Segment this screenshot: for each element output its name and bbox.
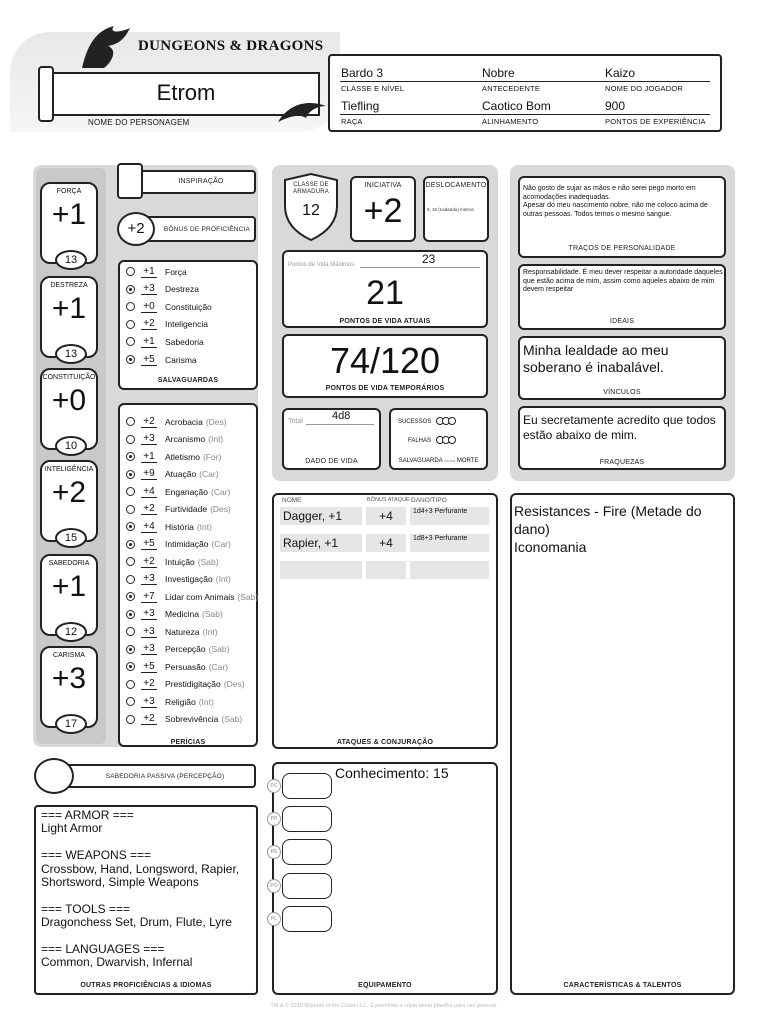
proficiency-line: Shortsword, Simple Weapons [41,875,199,890]
skill-row[interactable] [126,693,214,710]
ability-charisma[interactable]: CARISMA +3 17 [40,646,98,728]
skill-row[interactable] [126,413,227,430]
hp-max-value: 23 [422,252,436,266]
alignment-value[interactable]: Caotico Bom [482,99,551,113]
proficiencies-label: OUTRAS PROFICIÊNCIAS & IDIOMAS [80,982,212,989]
skill-name: História [165,521,194,532]
skill-row[interactable] [126,641,229,658]
skill-name: Lidar com Animais [165,591,235,602]
save-name: Constituição [165,301,212,312]
proficiency-line: Crossbow, Hand, Longsword, Rapier, [41,861,240,876]
save-value: +1 [141,336,157,348]
skill-value: +4 [141,521,157,533]
proficiency-line: === ARMOR === [41,808,134,822]
skill-row[interactable] [126,483,230,500]
skill-row[interactable] [126,676,245,693]
feature-line: Resistances - Fire (Metade do dano) [514,503,702,537]
skill-name: Intuição [165,556,195,567]
class-level-label: CLASSE E NÍVEL [341,84,405,93]
hit-dice-value: 4d8 [332,410,351,422]
proficiency-dot[interactable] [126,680,135,689]
saves-label: SALVAGUARDAS [157,377,219,384]
speed-label: DESLOCAMENTO [425,182,487,189]
proficiencies-text[interactable] [41,809,239,970]
ideals-text: Responsabilidade. É meu dever respeitar a autoridade daqueles que estão acima de mim, assim como aqueles abaixo de mim devem respeitar [523,269,723,294]
skill-value: +3 [141,643,157,655]
proficiency-line: === WEAPONS === [41,848,152,863]
inspiration-label: INSPIRAÇÃO [178,178,224,185]
race-value[interactable]: Tiefling [341,99,380,113]
proficiency-dot[interactable] [126,417,135,426]
skill-row[interactable] [126,466,219,483]
attacks-label: ATAQUES & CONJURAÇÃO [336,739,434,746]
save-value: +3 [141,283,157,295]
feature-line: Iconomania [514,539,587,555]
save-name: Inteligencia [165,319,209,330]
save-row[interactable] [126,351,197,368]
personality-label: TRAÇOS DE PERSONALIDADE [568,245,676,252]
skill-value: +2 [141,416,157,428]
proficiency-dot[interactable] [126,557,135,566]
initiative-label: INICIATIVA [364,182,402,189]
armor-class-label: CLASSE DE ARMADURA [293,182,329,195]
armor-class-value: 12 [302,202,320,219]
skill-value: +3 [141,696,157,708]
skill-row[interactable] [126,501,231,518]
personality-text: Não gosto de sujar as mãos e não serei pego morto em acomodações inadequadas. Apesar do meu nascimento nobre, não me coloco acima de outras pessoas. Todos temos o mesmo sangue. [523,185,708,218]
hp-max-label: Pontos de Vida Máximos [288,262,355,268]
save-value: +2 [141,318,157,330]
ability-wisdom[interactable]: SABEDORIA +1 12 [40,554,98,636]
skills-label: PERÍCIAS [170,739,206,746]
save-row[interactable] [126,263,187,280]
xp-label: PONTOS DE EXPERIÊNCIA [605,117,706,126]
attacks-col-bonus: BÔNUS ATAQUE [367,497,410,503]
proficiency-line [41,836,239,849]
scroll-end-left [38,66,54,122]
bonds-label: VÍNCULOS [603,389,641,396]
save-row[interactable] [126,333,204,350]
proficiency-dot[interactable] [126,267,135,276]
attack-damage[interactable]: 1d4+3 Perfurante [410,507,489,525]
skill-attribute: (Sab) [208,644,230,654]
hp-temp-value: 74/120 [329,340,441,381]
save-value: +5 [141,354,157,366]
proficiency-dot[interactable] [126,610,135,619]
proficiency-line: Common, Dwarvish, Infernal [41,955,193,970]
bonds-text: Minha lealdade ao meu soberano é inabalável. [523,342,669,375]
proficiency-dot[interactable] [126,285,135,294]
hit-dice-total-label: Total [288,418,303,425]
background-value[interactable]: Nobre [482,66,515,80]
skill-name: Percepção [165,644,206,654]
proficiency-dot[interactable] [126,662,135,671]
equipment-label: EQUIPAMENTO [358,982,412,989]
flaws-label: FRAQUEZAS [599,459,645,466]
skill-row[interactable] [126,536,231,553]
proficiency-value[interactable]: +2 [117,212,155,246]
death-success-label: SUCESSOS [398,419,432,425]
attack-bonus[interactable] [366,561,406,579]
proficiency-line [41,930,239,943]
skill-attribute: (Sab) [237,591,259,602]
ideals-label: IDEAIS [609,318,635,325]
coin-label: PC [267,779,281,793]
attack-bonus[interactable]: +4 [366,507,406,525]
passive-label: SABEDORIA PASSIVA (PERCEPÇÃO) [105,773,225,780]
character-name-label: NOME DO PERSONAGEM [88,118,190,127]
skill-attribute: (Car) [211,539,231,549]
proficiency-dot[interactable] [126,302,135,311]
proficiency-dot[interactable] [126,575,135,584]
proficiency-dot[interactable] [126,540,135,549]
skill-value: +5 [141,538,157,550]
proficiency-line: Light Armor [41,821,103,836]
coin-box[interactable] [282,906,332,932]
attack-damage[interactable]: 1d8+3 Perfurante [410,534,489,552]
death-label-3: MORTE [456,458,479,464]
proficiency-line: === TOOLS === [41,901,130,916]
coin-label: PO [267,879,281,893]
hit-dice-label: DADO DE VIDA [305,458,358,465]
ability-intelligence[interactable]: INTELIGÊNCIA +2 15 [40,460,98,542]
attacks-box [272,493,498,749]
xp-value[interactable]: 900 [605,99,626,113]
ability-constitution[interactable]: CONSTITUIÇÃO +0 10 [40,368,98,450]
proficiency-line: === LANGUAGES === [41,942,165,957]
character-name[interactable]: Etrom [156,80,216,105]
death-label-2: contra [444,458,456,463]
save-value: +0 [141,301,157,313]
proficiency-dot[interactable] [126,435,135,444]
attack-damage[interactable] [410,561,489,579]
save-name: Sabedoria [165,336,204,347]
save-name: Força [165,266,187,277]
save-row[interactable] [126,281,199,298]
proficiency-dot[interactable] [126,505,135,514]
skill-value: +3 [141,608,157,620]
player-value[interactable]: Kaizo [605,66,636,80]
skill-attribute: (Int) [202,626,218,637]
skill-value: +4 [141,486,157,498]
proficiency-line: Dragonchess Set, Drum, Flute, Lyre [41,915,232,930]
attack-name[interactable] [280,561,362,579]
skill-attribute: (Int) [198,696,214,707]
coin-box[interactable] [282,773,332,799]
race-label: RAÇA [341,117,363,126]
hp-current-value: 21 [366,274,404,312]
skill-attribute: (Int) [208,434,224,444]
skill-attribute: (Des) [205,416,227,427]
proficiency-line [41,889,239,902]
skill-value: +2 [141,713,157,725]
features-text[interactable] [514,502,732,556]
skill-attribute: (Des) [223,679,245,689]
skill-row[interactable] [126,711,242,728]
ability-strength[interactable]: FORÇA +1 13 [40,182,98,264]
proficiency-dot[interactable] [126,452,135,461]
coin-box[interactable] [282,839,332,865]
skill-row[interactable] [126,623,218,640]
skill-name: Intimidação [165,539,209,549]
proficiency-dot[interactable] [126,355,135,364]
skill-name: Religião [165,696,196,707]
dragon-tail [276,96,336,126]
proficiency-dot[interactable] [126,645,135,654]
skill-name: Sobrevivência [165,714,219,724]
skill-name: Prestidigitação [165,679,221,689]
player-label: NOME DO JOGADOR [605,84,684,93]
death-saves-caption [389,458,488,464]
skill-value: +3 [141,433,157,445]
skill-value: +5 [141,661,157,673]
proficiency-dot[interactable] [126,592,135,601]
skill-attribute: (Int) [196,521,212,532]
save-name: Destreza [165,284,200,295]
skill-value: +2 [141,678,157,690]
proficiency-dot[interactable] [126,715,135,724]
alignment-label: ALINHAMENTO [482,117,539,126]
coin-box[interactable] [282,873,332,899]
footer-copyright: TM & © 2019 Wizards of the Coast LLC. É permitida a cópia desta planilha para uso pessoal. [270,1003,498,1009]
proficiency-dot[interactable] [126,522,135,531]
coin-label: PP [267,812,281,826]
skill-value: +2 [141,556,157,568]
dragon-logo [78,22,134,72]
skill-value: +9 [141,468,157,480]
skill-row[interactable] [126,606,223,623]
skill-name: Persuasão [165,661,206,672]
proficiency-dot[interactable] [126,337,135,346]
skill-name: Medicina [165,609,200,619]
features-label: CARACTERÍSTICAS & TALENTOS [563,982,682,989]
skill-row[interactable] [126,658,228,675]
attack-name[interactable]: Rapier, +1 [280,534,362,552]
save-row[interactable] [126,298,212,315]
logo-text: DUNGEONS & DRAGONS [138,38,324,54]
skill-value: +2 [141,503,157,515]
skill-name: Arcanismo [165,434,206,444]
death-fail-label: FALHAS [408,438,432,444]
save-row[interactable] [126,316,208,333]
skill-name: Acrobacia [165,416,203,427]
proficiency-dot[interactable] [126,697,135,706]
inspiration-input[interactable] [117,163,143,199]
proficiency-dot[interactable] [126,487,135,496]
equipment-text[interactable]: Conhecimento: 15 [335,765,449,781]
coin-label: PL [267,912,281,926]
features-box [510,493,735,995]
skill-value: +1 [141,451,157,463]
skill-name: Natureza [165,626,200,637]
skill-name: Investigação [165,574,213,584]
flaws-text: Eu secretamente acredito que todos estão abaixo de mim. [523,413,716,442]
proficiency-dot[interactable] [126,320,135,329]
skill-attribute: (Int) [215,574,231,584]
skill-row[interactable] [126,588,258,605]
skill-attribute: (Car) [211,486,231,497]
attacks-col-name: NOME [282,497,302,504]
ability-dexterity[interactable]: DESTREZA +1 13 [40,276,98,358]
proficiency-label: BÔNUS DE PROFICIÊNCIA [163,226,251,233]
skill-attribute: (For) [202,451,222,462]
skill-name: Furtividade [165,504,208,514]
passive-value[interactable] [34,758,74,794]
death-success-circles[interactable] [437,417,455,425]
skill-value: +7 [141,591,157,603]
skill-attribute: (Car) [208,661,228,672]
save-name: Carisma [165,354,197,365]
skill-value: +3 [141,626,157,638]
coin-label: PE [267,845,281,859]
class-level-value[interactable]: Bardo 3 [341,66,384,80]
death-fail-circles[interactable] [437,436,455,444]
skill-attribute: (Des) [210,504,231,514]
attacks-col-dmg: DANO/TIPO [411,497,447,504]
skill-name: Atuação [165,469,197,479]
skill-row[interactable] [126,518,212,535]
skill-attribute: (Car) [199,469,219,479]
proficiency-dot[interactable] [126,470,135,479]
attack-name[interactable]: Dagger, +1 [280,507,362,525]
skill-row[interactable] [126,553,219,570]
save-value: +1 [141,266,157,278]
skill-row[interactable] [126,431,223,448]
hp-current-label: PONTOS DE VIDA ATUAIS [339,318,431,325]
skill-attribute: (Sab) [202,609,223,619]
skill-row[interactable] [126,448,221,465]
skill-name: Atletismo [165,451,200,462]
initiative-value: +2 [363,192,403,230]
skill-attribute: (Sab) [197,556,219,567]
proficiency-dot[interactable] [126,627,135,636]
hp-temp-label: PONTOS DE VIDA TEMPORÁRIOS [325,385,445,392]
coin-box[interactable] [282,806,332,832]
speed-value: 9, 18 (nadando) metros [427,207,474,212]
attack-bonus[interactable]: +4 [366,534,406,552]
skill-value: +3 [141,573,157,585]
death-label-1: SALVAGUARDA [398,458,443,464]
skill-name: Enganação [165,486,209,497]
skill-row[interactable] [126,571,231,588]
background-label: ANTECEDENTE [482,84,541,93]
skill-attribute: (Sab) [221,714,243,724]
